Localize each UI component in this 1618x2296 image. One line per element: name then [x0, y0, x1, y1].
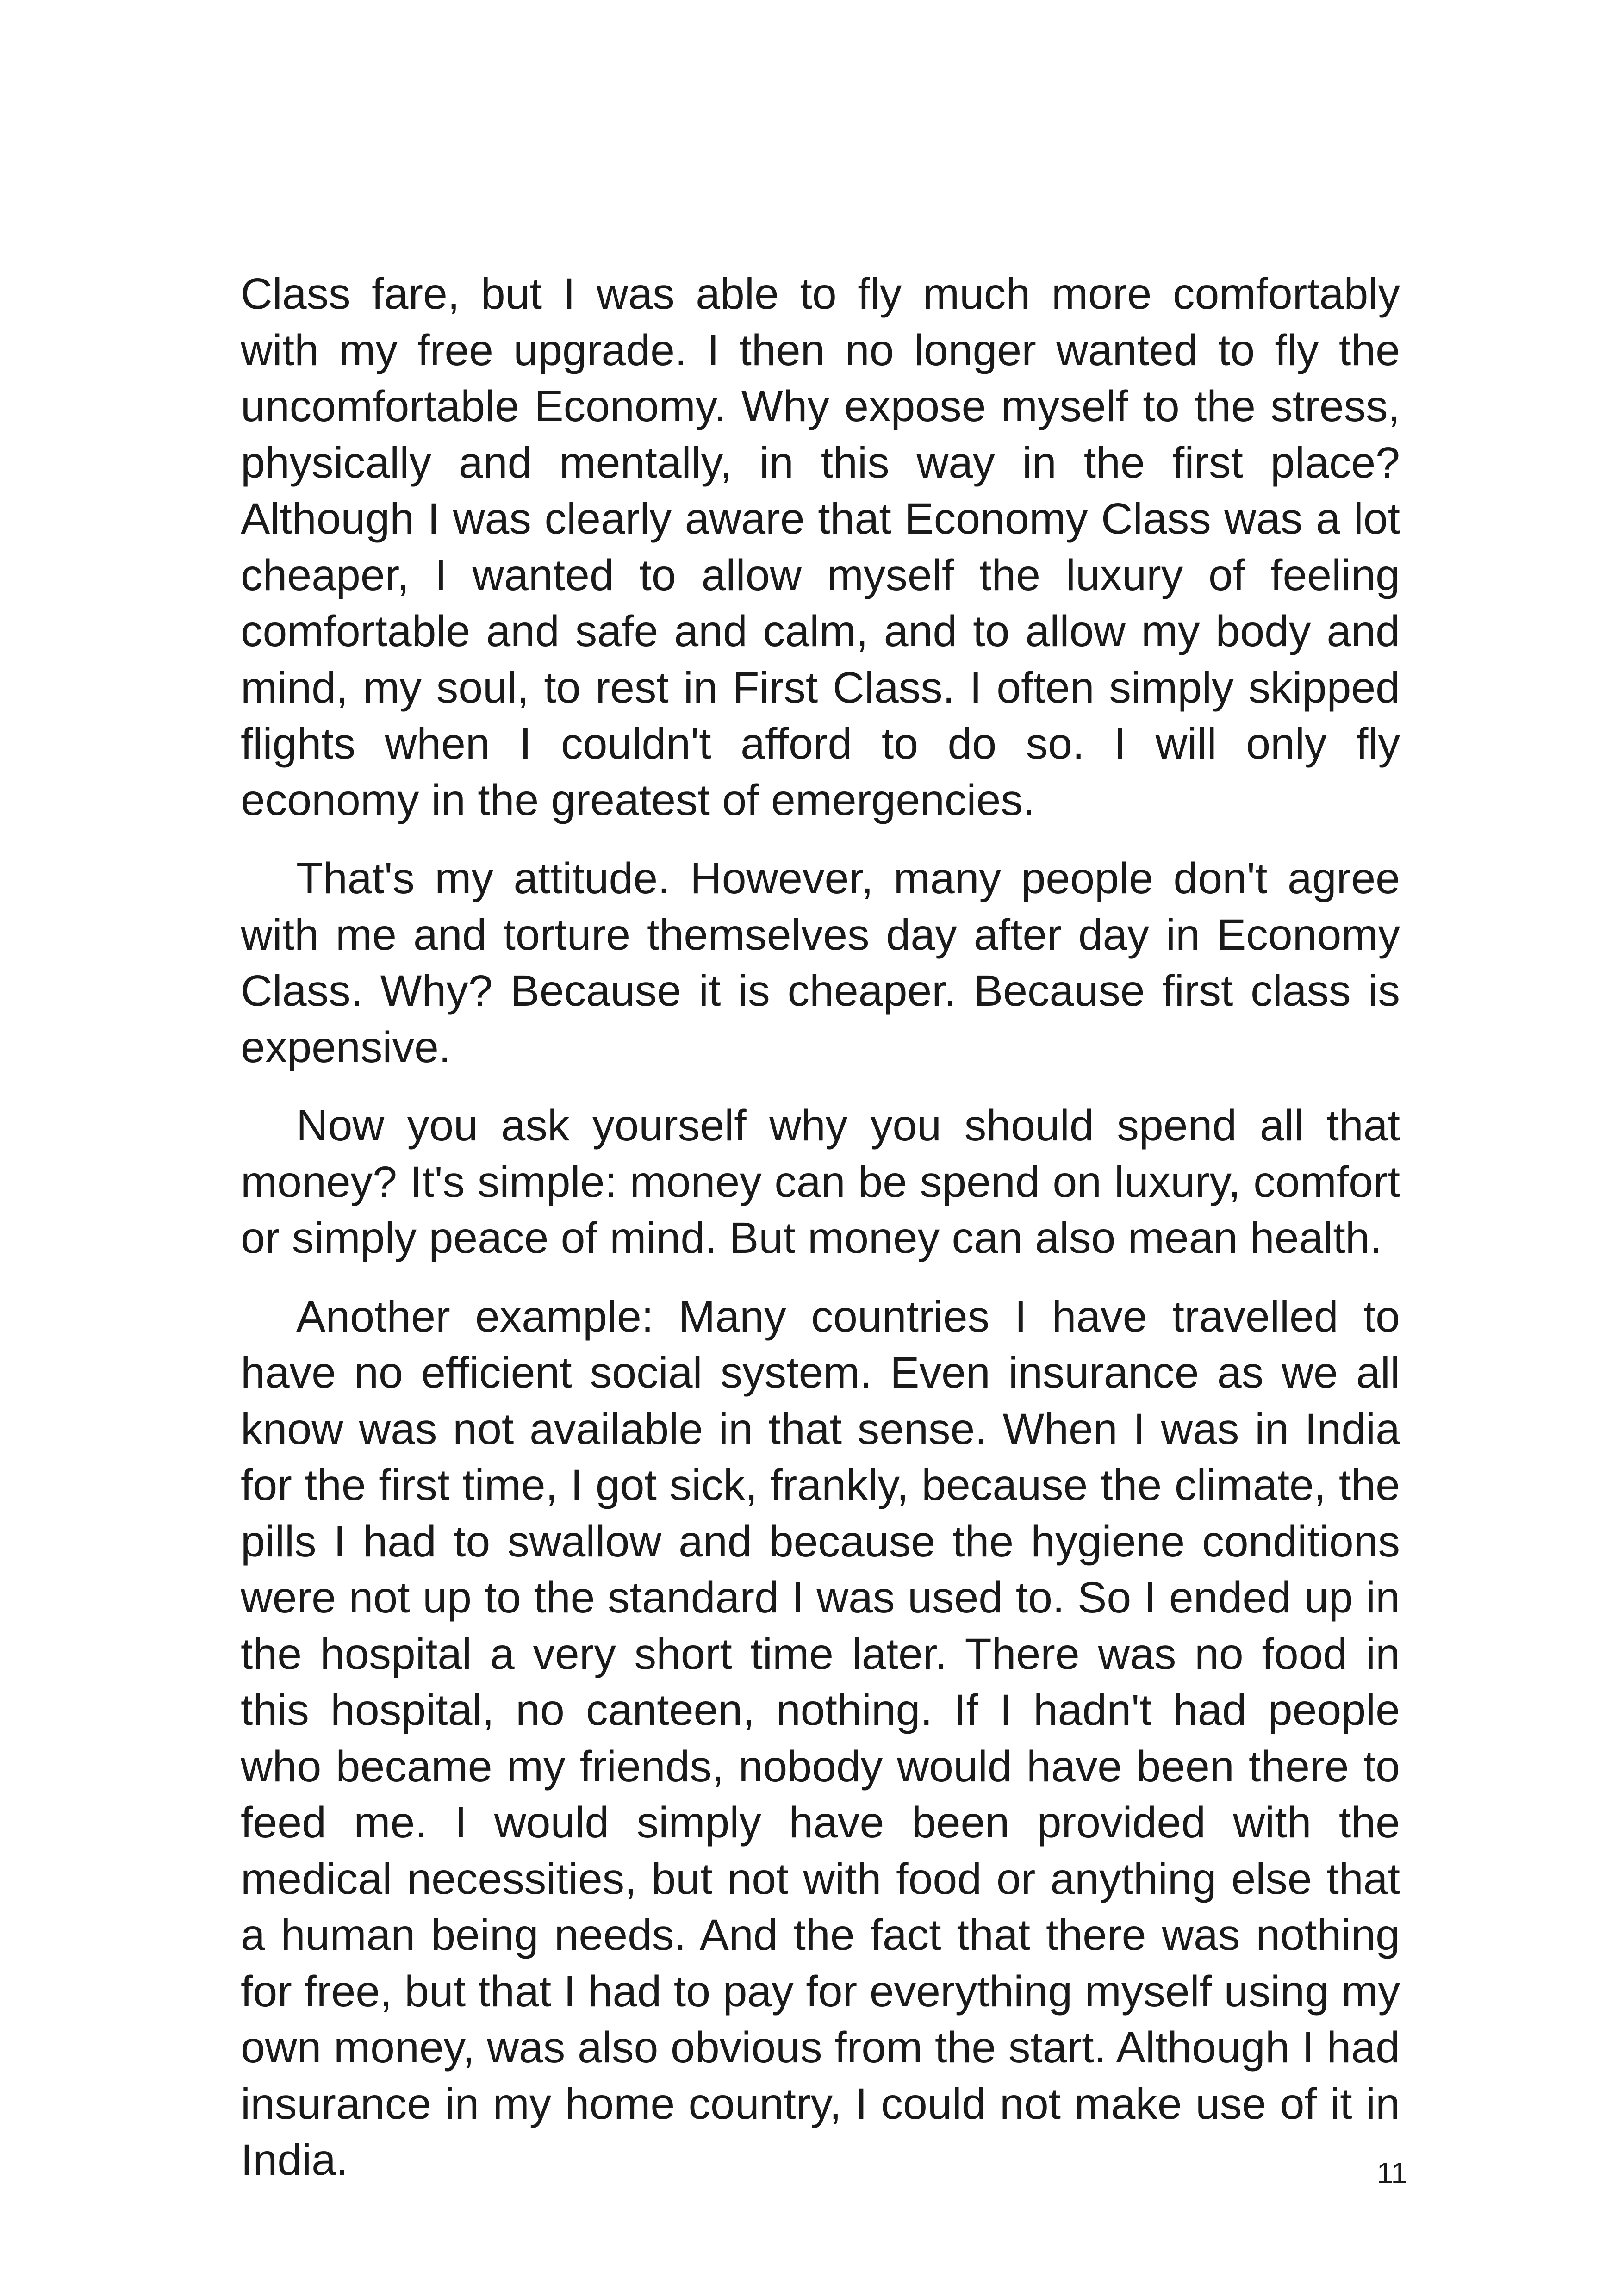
paragraph-2: That's my attitude. However, many people don't agree with me and torture themselves day after day in Economy Class. Why? Because it is cheaper. Because first class is expensive. [241, 854, 1400, 1072]
paragraph-1: Class fare, but I was able to fly much more comfortably with my free upgrade. I then no longer wanted to fly the uncomfortable Economy. Why expose myself to the stress, physically and mentally, in this way in the first place? Although I was clearly aware that Economy Class was a lot cheaper, I wanted to allow myself the luxury of feeling comfortable and safe and calm, and to allow my body and mind, my soul, to rest in First Class. I often simply skipped flights when I couldn't afford to do so. I will only fly economy in the greatest of emergencies. [241, 269, 1400, 825]
paragraph-4: Another example: Many countries I have travelled to have no efficient social system. Even insurance as we all know was not available in that sense. When I was in India for the first time, I got sick, frankly, because the climate, the pills I had to swallow and because the hygiene conditions were not up to the standard I was used to. So I ended up in the hospital a very short time later. There was no food in this hospital, no canteen, nothing. If I hadn't had people who became my friends, nobody would have been there to feed me. I would simply have been provided with the medical necessities, but not with food or anything else that a human being needs. And the fact that there was nothing for free, but that I had to pay for everything myself using my own money, was also obvious from the start. Although I had insurance in my home country, I could not make use of it in India. [241, 1292, 1400, 2184]
body-text [241, 266, 1400, 2211]
paragraph-3: Now you ask yourself why you should spend all that money? It's simple: money can be spend on luxury, comfort or simply peace of mind. But money can also mean health. [241, 1101, 1400, 1263]
page-number: 11 [1376, 2156, 1407, 2190]
